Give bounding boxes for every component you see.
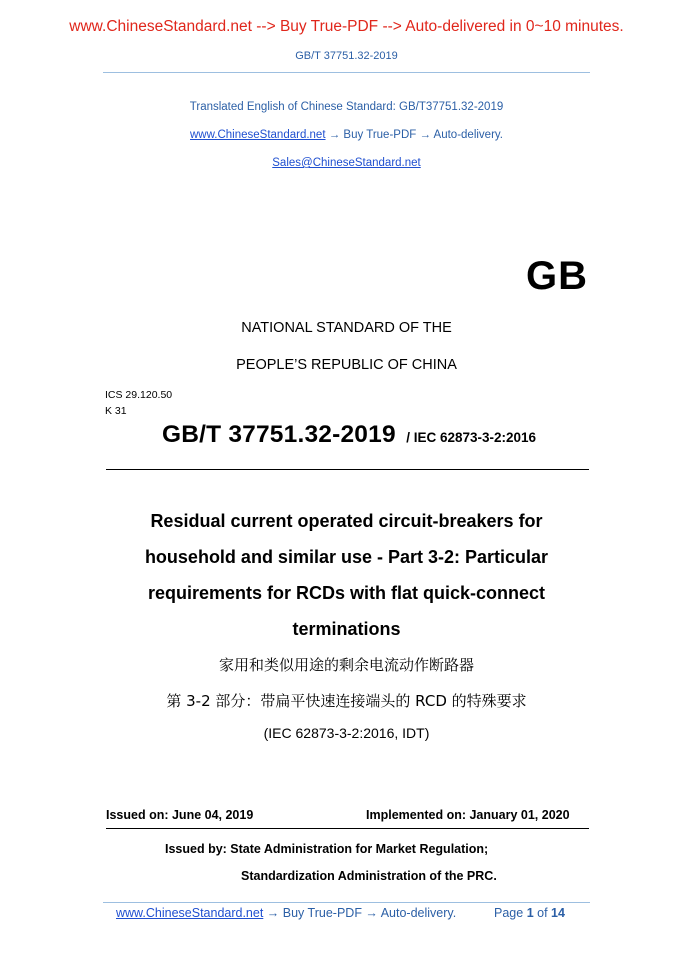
promo-banner[interactable]: www.ChineseStandard.net --> Buy True-PDF --> Auto-delivered in 0~10 minutes. xyxy=(69,18,624,35)
title-en-line2: household and similar use - Part 3-2: Particular xyxy=(144,547,549,567)
purchase-line xyxy=(0,129,693,141)
header-divider xyxy=(103,72,590,73)
email-line xyxy=(0,157,693,169)
issuer-line1: Issued by: State Administration for Market Regulation; xyxy=(165,842,489,856)
iec-equivalent: / IEC 62873-3-2:2016 xyxy=(406,430,537,445)
national-standard-line1: NATIONAL STANDARD OF THE xyxy=(241,320,452,336)
page-of: of xyxy=(537,906,548,920)
adoption-note: (IEC 62873-3-2:2016, IDT) xyxy=(263,725,430,741)
site-link[interactable]: www.ChineseStandard.net xyxy=(190,129,326,141)
dates-divider xyxy=(106,828,589,829)
ccs-code: K 31 xyxy=(105,405,127,417)
issued-date: Issued on: June 04, 2019 xyxy=(106,808,254,822)
footer-purchase xyxy=(116,906,456,920)
standard-number: GB/T 37751.32-2019 xyxy=(162,421,396,448)
footer-purchase-text: → Buy True-PDF → Auto-delivery. xyxy=(266,906,457,920)
footer-divider xyxy=(103,902,590,903)
national-standard-line2: PEOPLE’S REPUBLIC OF CHINA xyxy=(236,357,457,373)
footer-site-link[interactable]: www.ChineseStandard.net xyxy=(116,906,264,920)
header-standard-code: GB/T 37751.32-2019 xyxy=(295,50,398,62)
title-en-line4: terminations xyxy=(292,619,401,639)
standard-number-line xyxy=(162,421,536,449)
page-label: Page xyxy=(494,906,524,920)
title-cn-line1: 家用和类似用途的剩余电流动作断路器 xyxy=(218,656,474,674)
title-divider xyxy=(106,469,589,470)
page-total: 14 xyxy=(551,906,565,920)
page-number: 1 xyxy=(526,906,534,920)
title-cn-line2: 第 3-2 部分：带扁平快速连接端头的 RCD 的特殊要求 xyxy=(166,692,527,710)
translation-note: Translated English of Chinese Standard: GB/T37751.32-2019 xyxy=(189,101,504,113)
implemented-date: Implemented on: January 01, 2020 xyxy=(366,808,570,822)
page-indicator xyxy=(494,906,565,920)
title-en-line3: requirements for RCDs with flat quick-connect xyxy=(147,583,546,603)
purchase-text: → Buy True-PDF → Auto-delivery. xyxy=(328,129,503,141)
title-en-line1: Residual current operated circuit-breakers for xyxy=(150,511,543,531)
issuer-line2: Standardization Administration of the PRC. xyxy=(241,869,497,883)
gb-logo: GB xyxy=(526,254,588,298)
email-link[interactable]: Sales@ChineseStandard.net xyxy=(272,157,421,169)
ics-code: ICS 29.120.50 xyxy=(105,389,173,401)
